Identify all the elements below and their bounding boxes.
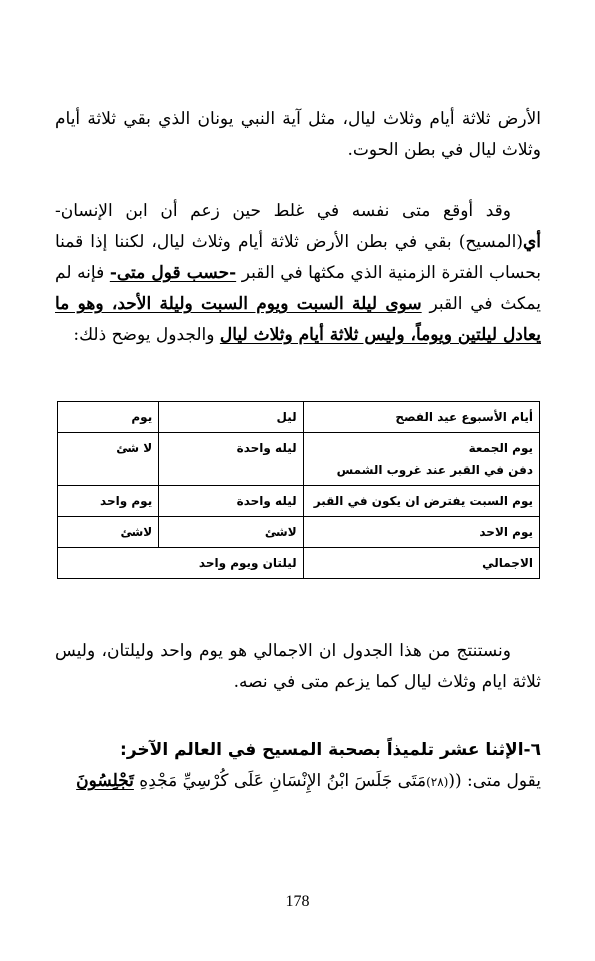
paragraph-2-part7: والجدول يوضح ذلك: [73,325,220,345]
paragraph-2-part2: أي [522,232,541,252]
table-row [58,486,540,517]
paragraph-2-part3: (المسيح) بقي في بطن الأرض ثلاثة أيام وثلاث ليال، لكننا إذا قمنا بحساب الفترة الزمنية الذي مكثها في القبر [55,232,541,283]
days-table [57,401,540,579]
page-number: 178 [285,893,310,910]
table-row [58,433,540,486]
table-header-row [58,402,540,433]
table-cell-day [303,433,539,486]
paragraph-2-part4: -حسب قول متى- [109,263,237,283]
table-total-value: ليلتان ويوم واحد [58,548,304,579]
table-cell-dayval: يوم واحد [58,486,159,517]
paragraph-2 [55,196,541,351]
paragraph-1-text: الأرض ثلاثة أيام وثلاث ليال، مثل آية النبي يونان الذي بقي ثلاثة أيام وثلاث ليال في بطن الحوت. [55,109,541,160]
quote-text: مَتَى جَلَسَ ابْنُ الإِنْسَانِ عَلَى كُرْسِيِّ مَجْدِهِ [133,771,427,791]
paragraph-2-part5: فإنه لم يمكث في القبر [55,263,541,314]
table-cell-dayval: لا شئ [58,433,159,486]
quote-underlined: تَجْلِسُونَ [76,771,134,791]
quote-verse-number: (٢٨) [426,775,449,789]
table-row [58,517,540,548]
table-total-label: الاجمالي [303,548,539,579]
paragraph-2-part1: وقد أوقع متى نفسه في غلط حين زعم أن ابن الإنسان- [55,201,511,221]
table-header-day: أيام الأسبوع عيد الفصح [303,402,539,433]
table-cell-day: يوم السبت يفترض ان يكون في القبر [303,486,539,517]
paragraph-1 [55,104,541,166]
paragraph-2-part6: سوى ليلة السبت ويوم السبت وليلة الأحد، وهو ما يعادل ليلتين ويوماً، وليس ثلاثة أيام وثلاث ليال [55,294,541,345]
table-cell-day: يوم الاحد [303,517,539,548]
quote-line [55,766,541,797]
section-heading-text: ٦-الإثنا عشر تلميذاً بصحبة المسيح في العالم الآخر: [120,740,541,760]
section-heading [55,735,541,765]
table-cell-dayval: لاشئ [58,517,159,548]
paragraph-3 [55,636,541,698]
table-cell-night: ليله واحدة [159,433,303,486]
table-cell-night: لاشئ [159,517,303,548]
table-cell-day-note: دفن في القبر عند غروب الشمس [336,463,533,477]
table-header-night: ليل [159,402,303,433]
paragraph-3-text: ونستنتج من هذا الجدول ان الاجمالي هو يوم واحد وليلتان، وليس ثلاثة ايام وثلاث ليال كما يزعم متى في نصه. [55,641,541,692]
table-cell-night: ليله واحدة [159,486,303,517]
table-total-row [58,548,540,579]
quote-lead: يقول متى: (( [448,771,541,791]
table-header-dayval: يوم [58,402,159,433]
table-cell-day-name: يوم الجمعة [468,441,533,455]
